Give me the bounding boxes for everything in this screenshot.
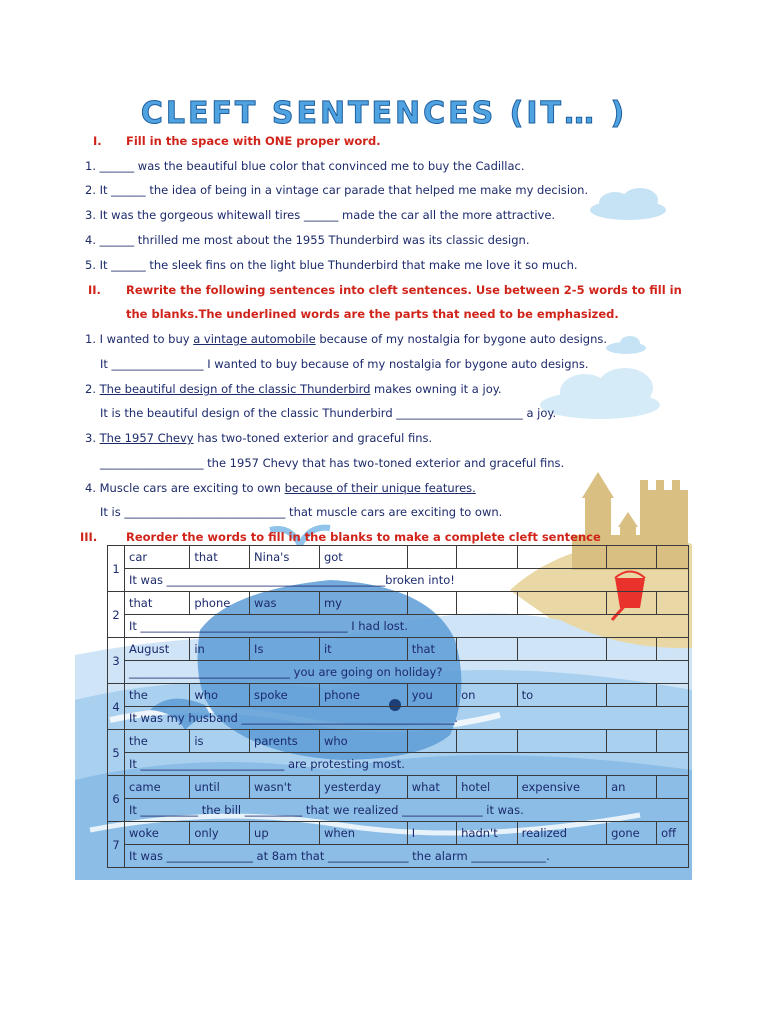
- word-cell: hadn't: [457, 822, 518, 845]
- sentence-row: [108, 707, 689, 730]
- word-cell: [657, 776, 689, 799]
- word-cell: when: [319, 822, 407, 845]
- word-cell: that: [125, 592, 190, 615]
- sentence-row: [108, 569, 689, 592]
- word-cell: [457, 730, 518, 753]
- word-cell: [517, 546, 606, 569]
- word-cell: [457, 546, 518, 569]
- word-cell: [407, 592, 456, 615]
- word-cell: phone: [190, 592, 250, 615]
- word-cell: gone: [607, 822, 657, 845]
- cloud-icon: [540, 368, 660, 419]
- word-cell: [407, 546, 456, 569]
- word-cell: car: [125, 546, 190, 569]
- section-2-question: 4. Muscle cars are exciting to own because of their unique features.: [85, 481, 476, 495]
- word-cell: [607, 638, 657, 661]
- sentence-row: [108, 661, 689, 684]
- sentence-cell[interactable]: It _________________________ are protesting most.: [125, 753, 689, 776]
- word-cell: in: [190, 638, 250, 661]
- word-cell: yesterday: [319, 776, 407, 799]
- word-cell: only: [190, 822, 250, 845]
- word-cell: [517, 638, 606, 661]
- word-cell: what: [407, 776, 456, 799]
- word-cell: the: [125, 730, 190, 753]
- word-cell: to: [517, 684, 606, 707]
- word-cell: got: [319, 546, 407, 569]
- word-cell: [607, 592, 657, 615]
- section-1-number: I.: [93, 134, 102, 148]
- section-2-number: II.: [88, 283, 101, 297]
- word-cell: who: [319, 730, 407, 753]
- page-title: CLEFT SENTENCES (IT… ): [140, 96, 628, 131]
- section-2-question: 1. I wanted to buy a vintage automobile because of my nostalgia for bygone auto designs.: [85, 332, 608, 346]
- row-number: 3: [108, 638, 125, 684]
- word-cell: [607, 546, 657, 569]
- sentence-cell[interactable]: ____________________________ you are going on holiday?: [125, 661, 689, 684]
- sentence-row: [108, 615, 689, 638]
- row-number: 5: [108, 730, 125, 776]
- word-cell: who: [190, 684, 250, 707]
- section-2-heading: Rewrite the following sentences into cleft sentences. Use between 2-5 words to fill in: [126, 283, 682, 297]
- word-row: [108, 546, 689, 569]
- word-cell: on: [457, 684, 518, 707]
- word-row: [108, 730, 689, 753]
- word-cell: [657, 730, 689, 753]
- sentence-row: [108, 753, 689, 776]
- section-2-answer: It is ____________________________ that muscle cars are exciting to own.: [100, 505, 503, 519]
- word-cell: my: [319, 592, 407, 615]
- section-2-answer: It is the beautiful design of the classic Thunderbird ______________________ a joy.: [100, 406, 557, 420]
- section-1-item: 1. ______ was the beautiful blue color that convinced me to buy the Cadillac.: [85, 159, 525, 173]
- cloud-icon: [606, 336, 646, 354]
- word-row: [108, 822, 689, 845]
- section-1-item: 5. It ______ the sleek fins on the light blue Thunderbird that make me love it so much.: [85, 258, 578, 272]
- word-cell: wasn't: [250, 776, 320, 799]
- word-cell: you: [407, 684, 456, 707]
- sentence-cell[interactable]: It was ______________________________________broken into!: [125, 569, 689, 592]
- word-cell: that: [407, 638, 456, 661]
- word-cell: off: [657, 822, 689, 845]
- word-cell: [657, 546, 689, 569]
- word-cell: the: [125, 684, 190, 707]
- word-cell: [657, 592, 689, 615]
- sentence-cell[interactable]: It was my husband _____________________________________.: [125, 707, 689, 730]
- section-3-number: III.: [80, 530, 98, 544]
- word-cell: [457, 638, 518, 661]
- section-2-question: 3. The 1957 Chevy has two-toned exterior and graceful fins.: [85, 431, 433, 445]
- section-2-heading-cont: the blanks.The underlined words are the parts that need to be emphasized.: [126, 307, 619, 321]
- word-cell: August: [125, 638, 190, 661]
- word-cell: spoke: [250, 684, 320, 707]
- section-2-answer: __________________ the 1957 Chevy that has two-toned exterior and graceful fins.: [100, 456, 565, 470]
- word-cell: parents: [250, 730, 320, 753]
- section-1-item: 3. It was the gorgeous whitewall tires ______ made the car all the more attractive.: [85, 208, 556, 222]
- word-cell: [517, 730, 606, 753]
- word-cell: hotel: [457, 776, 518, 799]
- section-3-heading: Reorder the words to fill in the blanks to make a complete cleft sentence: [126, 530, 601, 544]
- sentence-cell[interactable]: It __________ the bill __________ that we realized ______________ it was.: [125, 799, 689, 822]
- word-cell: woke: [125, 822, 190, 845]
- row-number: 7: [108, 822, 125, 868]
- word-cell: came: [125, 776, 190, 799]
- word-cell: is: [190, 730, 250, 753]
- word-cell: [407, 730, 456, 753]
- section-1-item: 4. ______ thrilled me most about the 1955 Thunderbird was its classic design.: [85, 233, 530, 247]
- word-cell: phone: [319, 684, 407, 707]
- word-cell: I: [407, 822, 456, 845]
- word-cell: up: [250, 822, 320, 845]
- word-cell: that: [190, 546, 250, 569]
- section-1-item: 2. It ______ the idea of being in a vintage car parade that helped me make my decision.: [85, 183, 589, 197]
- word-cell: was: [250, 592, 320, 615]
- sentence-cell[interactable]: It was _______________ at 8am that ______________ the alarm _____________.: [125, 845, 689, 868]
- word-cell: it: [319, 638, 407, 661]
- row-number: 1: [108, 546, 125, 592]
- word-row: [108, 638, 689, 661]
- word-cell: [607, 730, 657, 753]
- row-number: 4: [108, 684, 125, 730]
- row-number: 2: [108, 592, 125, 638]
- word-cell: [517, 592, 606, 615]
- reorder-table: [107, 545, 689, 868]
- word-cell: [607, 684, 657, 707]
- word-row: [108, 684, 689, 707]
- section-2-answer: It ________________ I wanted to buy because of my nostalgia for bygone auto designs.: [100, 357, 589, 371]
- word-cell: [657, 684, 689, 707]
- sentence-row: [108, 799, 689, 822]
- word-cell: Is: [250, 638, 320, 661]
- word-cell: [457, 592, 518, 615]
- word-cell: Nina's: [250, 546, 320, 569]
- word-row: [108, 776, 689, 799]
- row-number: 6: [108, 776, 125, 822]
- word-cell: until: [190, 776, 250, 799]
- cloud-icon: [590, 188, 666, 220]
- word-cell: expensive: [517, 776, 606, 799]
- section-2-question: 2. The beautiful design of the classic Thunderbird makes owning it a joy.: [85, 382, 502, 396]
- word-cell: [657, 638, 689, 661]
- word-row: [108, 592, 689, 615]
- sentence-cell[interactable]: It ____________________________________ I had lost.: [125, 615, 689, 638]
- sentence-row: [108, 845, 689, 868]
- word-cell: an: [607, 776, 657, 799]
- section-1-heading: Fill in the space with ONE proper word.: [126, 134, 381, 148]
- word-cell: realized: [517, 822, 606, 845]
